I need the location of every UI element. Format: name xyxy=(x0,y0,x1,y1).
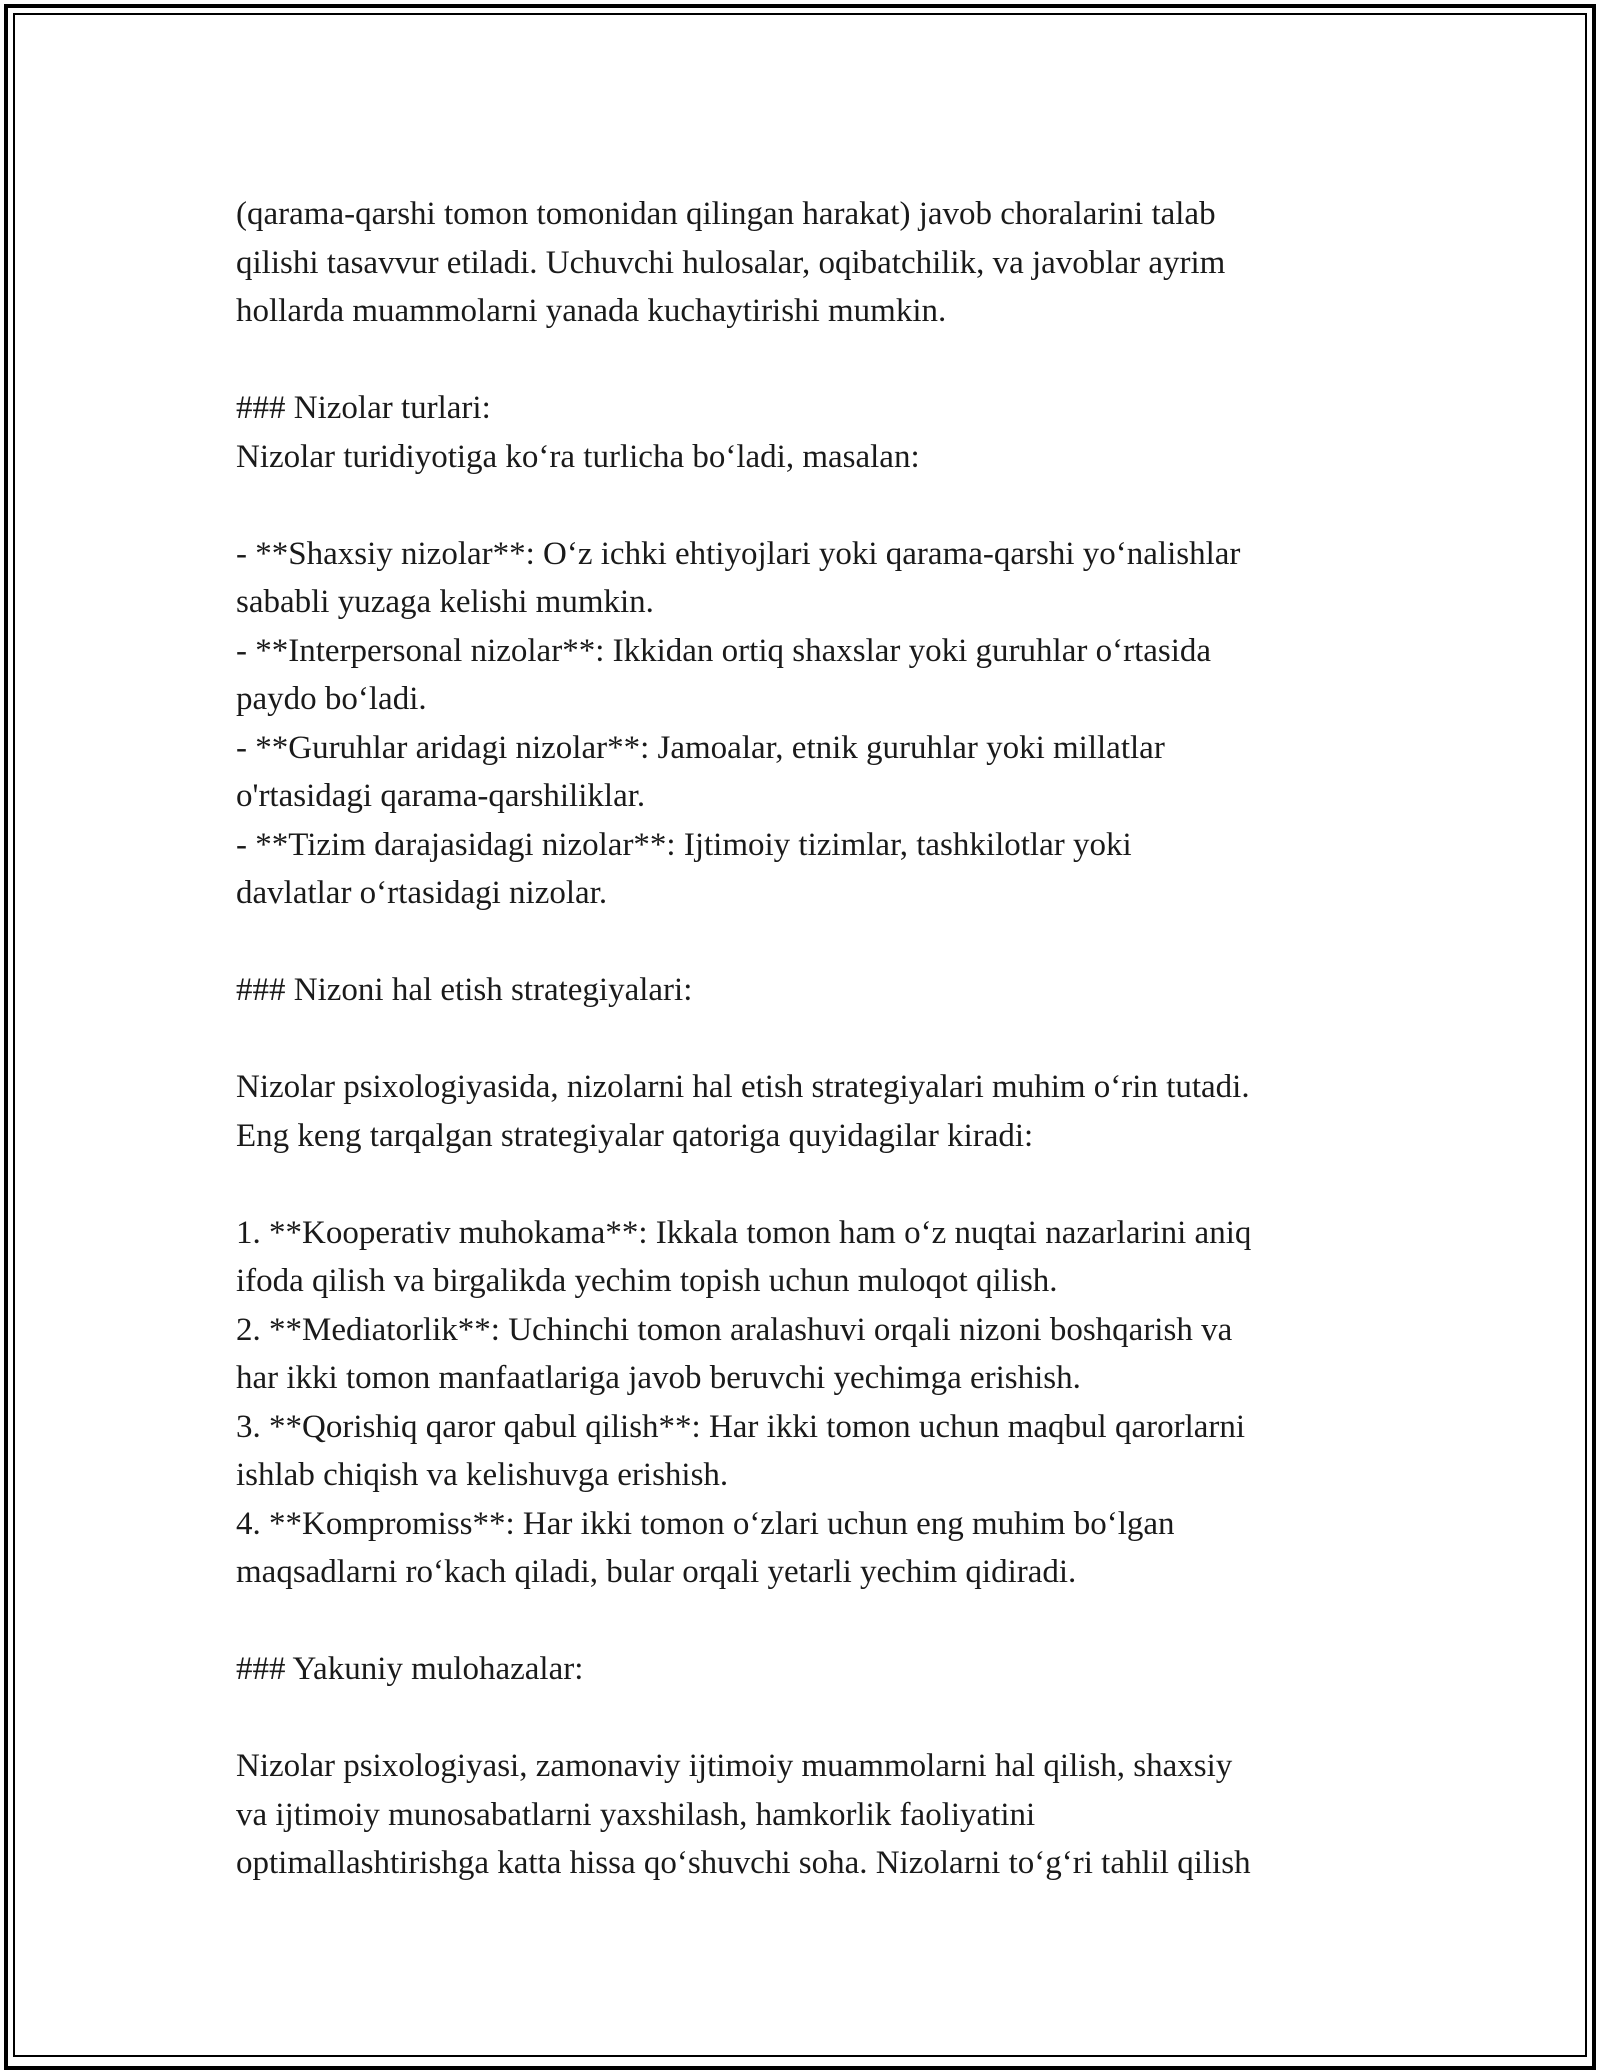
intro-paragraph xyxy=(236,190,1386,336)
list-item xyxy=(236,530,1386,627)
list-item-line: sababli yuzaga kelishi mumkin. xyxy=(236,584,654,620)
blank-line xyxy=(236,1597,1386,1646)
section-yakuniy xyxy=(236,1645,1386,1888)
section-heading: ### Yakuniy mulohazalar: xyxy=(236,1651,584,1687)
blank-line xyxy=(236,918,1386,967)
section-intro: Eng keng tarqalgan strategiyalar qatoriga quyidagilar kiradi: xyxy=(236,1117,1034,1154)
blank-line xyxy=(236,481,1386,530)
blank-line xyxy=(236,1694,1386,1743)
list-item-line: 3. **Qorishiq qaror qabul qilish**: Har ikki tomon uchun maqbul qarorlarni xyxy=(236,1408,1246,1445)
blank-line xyxy=(236,1160,1386,1209)
list-item-line: paydo boʻladi. xyxy=(236,681,427,717)
list-item-line: - **Guruhlar aridagi nizolar**: Jamoalar, etnik guruhlar yoki millatlar xyxy=(236,729,1165,766)
list-item-line: - **Shaxsiy nizolar**: Oʻz ichki ehtiyojlari yoki qarama-qarshi yoʻnalishlar xyxy=(236,535,1241,572)
section-nizolar-turlari xyxy=(236,384,1386,918)
list-item-line: 2. **Mediatorlik**: Uchinchi tomon aralashuvi orqali nizoni boshqarish va xyxy=(236,1311,1233,1348)
text-line: va ijtimoiy munosabatlarni yaxshilash, hamkorlik faoliyatini xyxy=(236,1796,1036,1833)
numbered-item xyxy=(236,1209,1386,1306)
list-item-line: ifoda qilish va birgalikda yechim topish uchun muloqot qilish. xyxy=(236,1263,1058,1299)
list-item-line: o'rtasidagi qarama-qarshiliklar. xyxy=(236,778,646,814)
list-item-line: davlatlar oʻrtasidagi nizolar. xyxy=(236,875,608,911)
section-heading: ### Nizolar turlari: xyxy=(236,390,491,426)
list-item-line: - **Interpersonal nizolar**: Ikkidan ortiq shaxslar yoki guruhlar oʻrtasida xyxy=(236,632,1212,669)
list-item-line: har ikki tomon manfaatlariga javob beruvchi yechimga erishish. xyxy=(236,1360,1081,1396)
list-item-line: ishlab chiqish va kelishuvga erishish. xyxy=(236,1457,729,1493)
blank-line xyxy=(236,1015,1386,1064)
section-strategiyalar xyxy=(236,966,1386,1597)
section-heading: ### Nizoni hal etish strategiyalari: xyxy=(236,972,693,1008)
list-item-line: - **Tizim darajasidagi nizolar**: Ijtimoiy tizimlar, tashkilotlar yoki xyxy=(236,826,1132,863)
list-item xyxy=(236,724,1386,821)
list-item-line: maqsadlarni roʻkach qiladi, bular orqali yetarli yechim qidiradi. xyxy=(236,1554,1077,1590)
numbered-item xyxy=(236,1306,1386,1403)
list-item xyxy=(236,821,1386,918)
list-item-line: 1. **Kooperativ muhokama**: Ikkala tomon ham oʻz nuqtai nazarlarini aniq xyxy=(236,1214,1252,1251)
text-line: hollarda muammolarni yanada kuchaytirishi mumkin. xyxy=(236,293,947,329)
text-line: qilishi tasavvur etiladi. Uchuvchi hulosalar, oqibatchilik, va javoblar ayrim xyxy=(236,244,1226,281)
text-line: Nizolar psixologiyasi, zamonaviy ijtimoiy muammolarni hal qilish, shaxsiy xyxy=(236,1748,1233,1784)
text-line: optimallashtirishga katta hissa qoʻshuvchi soha. Nizolarni toʻgʻri tahlil qilish xyxy=(236,1845,1251,1881)
section-intro: Nizolar psixologiyasida, nizolarni hal etish strategiyalari muhim oʻrin tutadi. xyxy=(236,1069,1250,1105)
list-item xyxy=(236,627,1386,724)
list-item-line: 4. **Kompromiss**: Har ikki tomon oʻzlari uchun eng muhim boʻlgan xyxy=(236,1505,1175,1542)
document-body xyxy=(236,190,1386,1888)
numbered-item xyxy=(236,1403,1386,1500)
section-intro: Nizolar turidiyotiga koʻra turlicha boʻladi, masalan: xyxy=(236,438,920,475)
text-line: (qarama-qarshi tomon tomonidan qilingan harakat) javob choralarini talab xyxy=(236,196,1216,232)
blank-line xyxy=(236,336,1386,385)
numbered-item xyxy=(236,1500,1386,1597)
